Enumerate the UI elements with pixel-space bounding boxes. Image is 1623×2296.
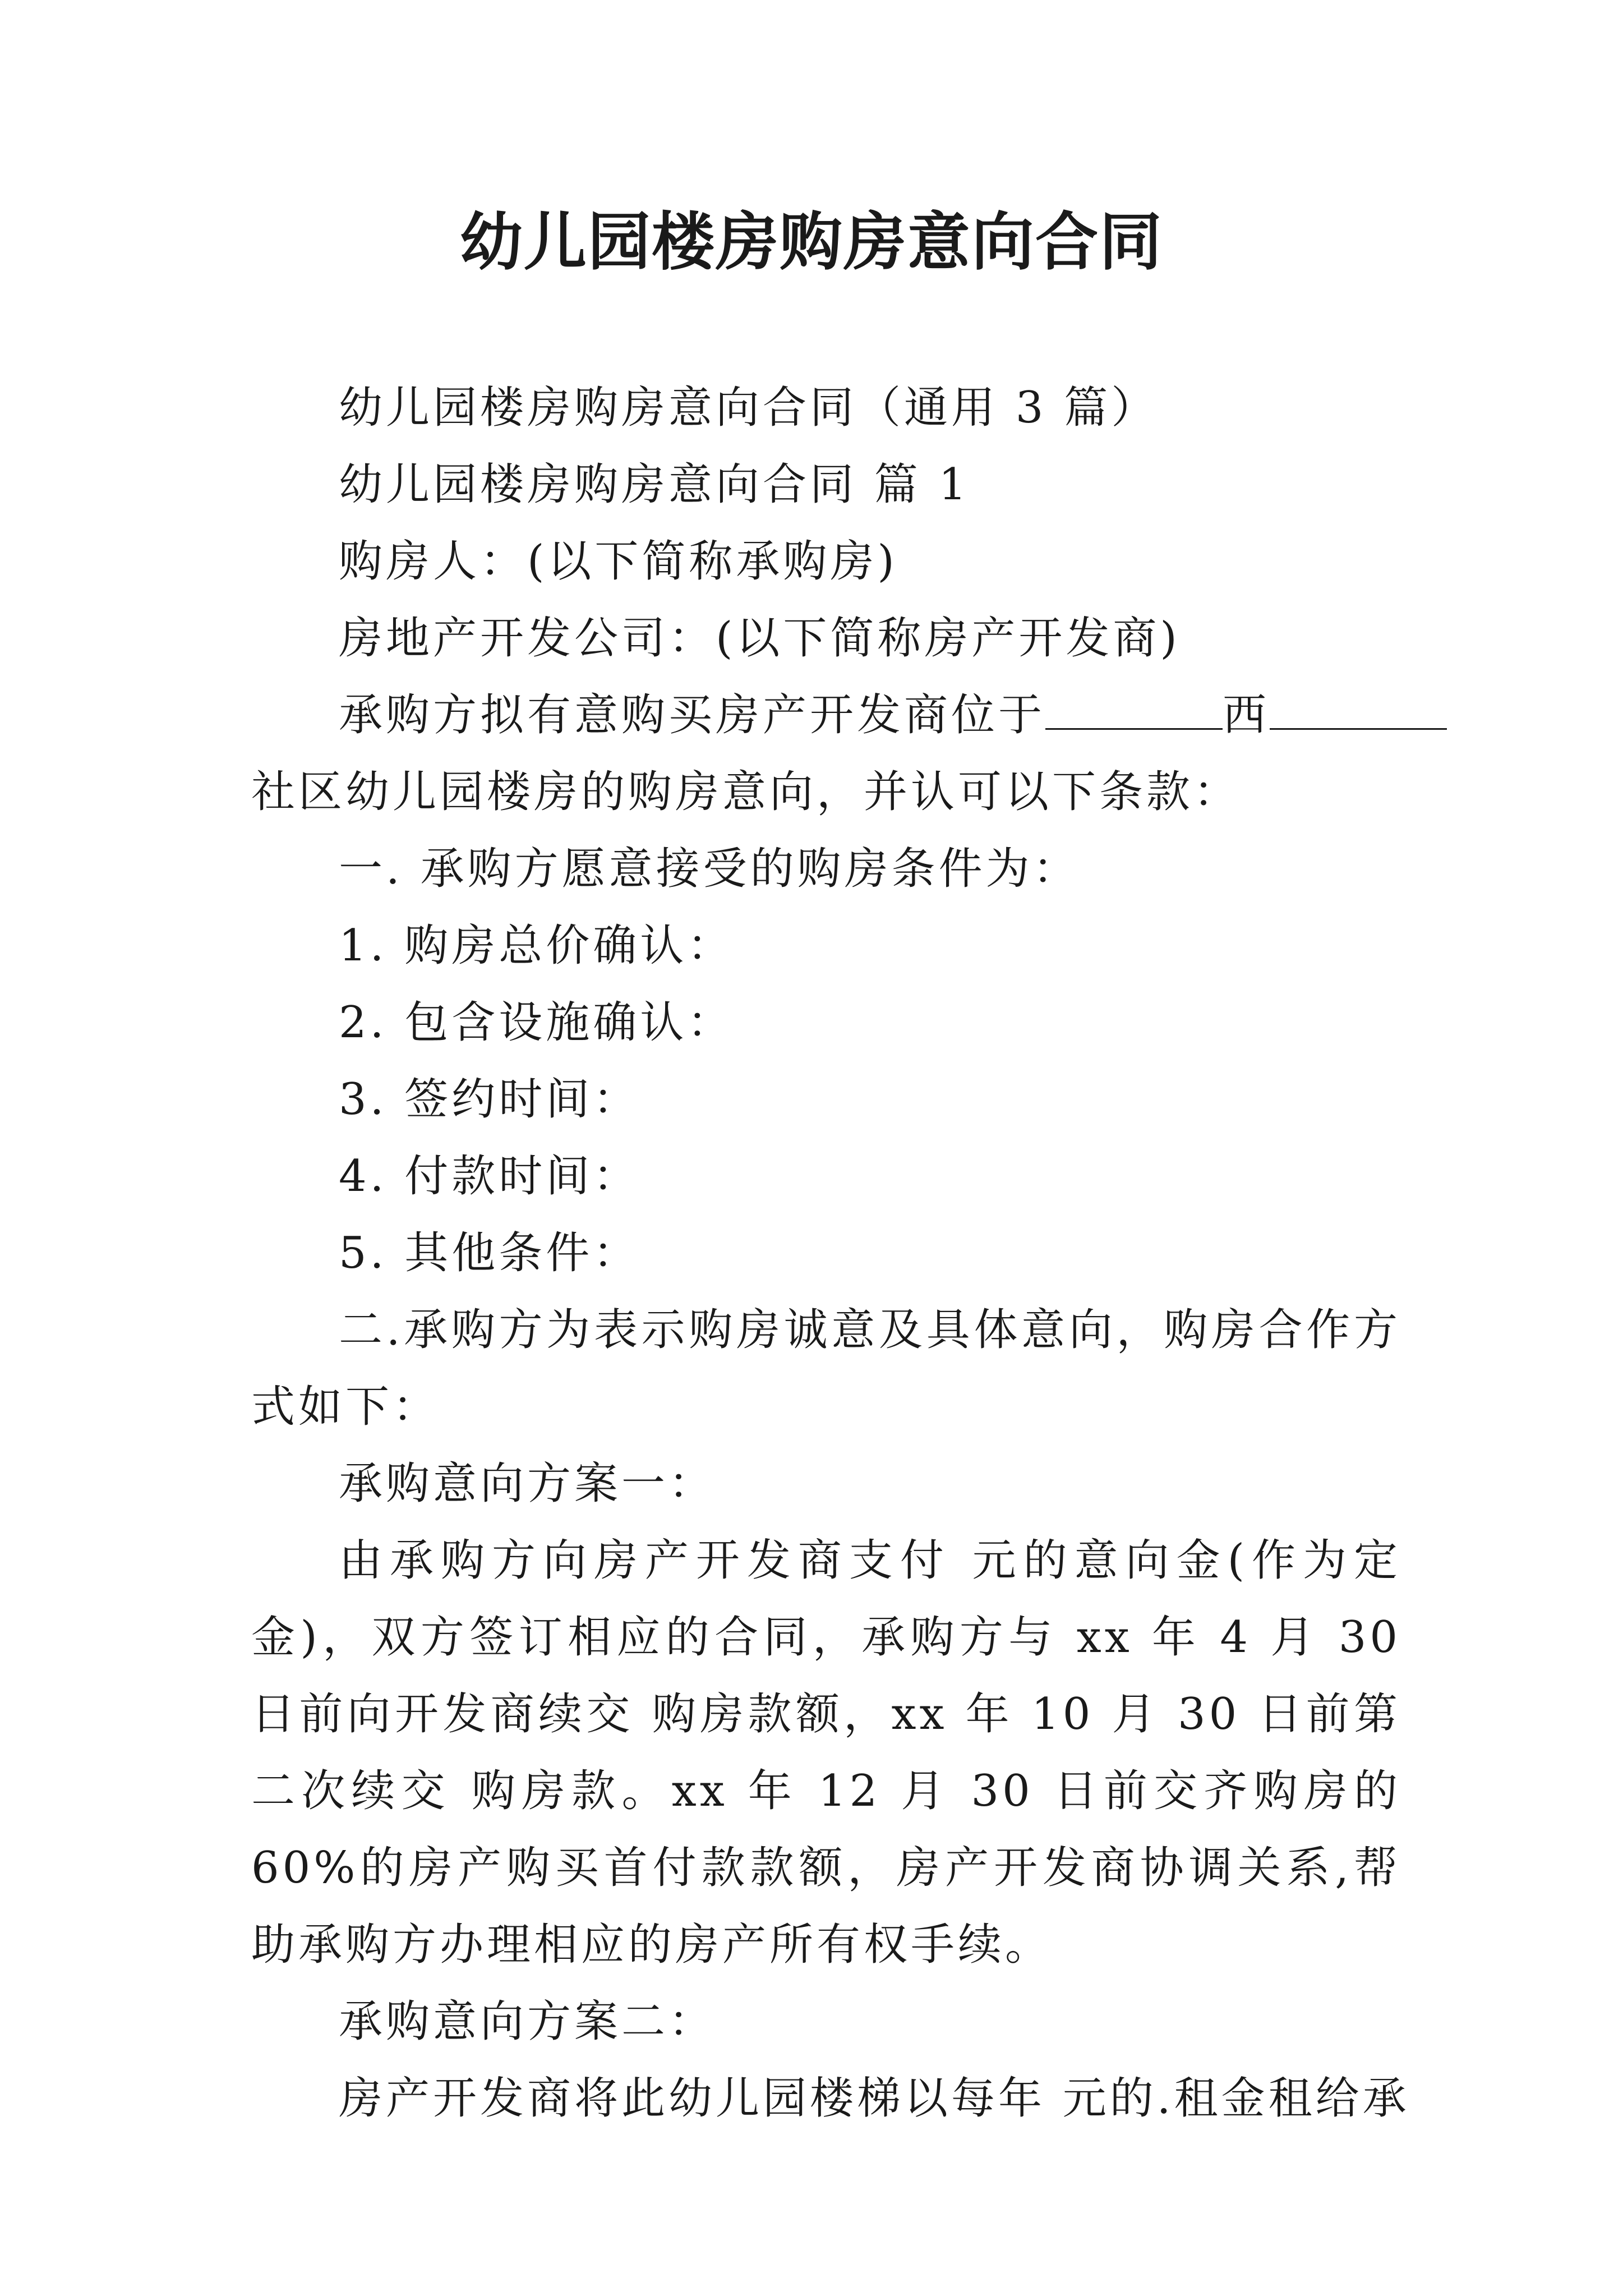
buyer-line: 购房人：(以下简称承购房) — [339, 536, 898, 587]
plan-one-text: 由承购方向房产开发商支付 元的意向金(作为定金)，双方签订相应的合同，承购方与 xx 年 4 月 30 日前向开发商续交 购房款额，xx 年 10 月 30 日前第二次续交 购房款。xx 年 12 月 30 日前交齐购房的 60%的房产购买首付款款额，房产开发商协调关系,帮助承购方办理相应的房产所有权手续。 — [251, 1535, 1401, 1970]
plan-two-text: 房产开发商将此幼儿园楼梯以每年 元的.租金租给承 — [339, 2073, 1410, 2124]
clause-two: 二.承购方为表示购房诚意及具体意向，购房合作方式如下： — [251, 1305, 1401, 1432]
plan-two-title: 承购意向方案二： — [339, 1996, 716, 2047]
section-heading: 幼儿园楼房购房意向合同 篇 1 — [339, 459, 970, 510]
condition-item: 1. 购房总价确认： — [339, 921, 735, 971]
condition-item: 3. 签约时间： — [339, 1074, 640, 1125]
document-subtitle: 幼儿园楼房购房意向合同（通用 3 篇） — [339, 383, 1159, 433]
plan-one-title: 承购意向方案一： — [339, 1458, 716, 1509]
condition-item: 5. 其他条件： — [339, 1228, 640, 1278]
document-title: 幼儿园楼房购房意向合同 — [460, 205, 1163, 279]
document-body — [251, 370, 1410, 2137]
location-blank-1 — [1045, 689, 1223, 730]
intent-suffix: 社区幼儿园楼房的购房意向，并认可以下条款： — [251, 767, 1241, 817]
developer-line: 房地产开发公司：(以下简称房产开发商) — [339, 613, 1181, 664]
location-blank-2 — [1270, 689, 1447, 730]
intent-mid: 西 — [1223, 690, 1270, 740]
intent-prefix: 承购方拟有意购买房产开发商位于 — [339, 690, 1046, 740]
clause-one: 一. 承购方愿意接受的购房条件为： — [339, 844, 1080, 894]
condition-item: 4. 付款时间： — [339, 1151, 640, 1202]
condition-item: 2. 包含设施确认： — [339, 997, 735, 1048]
intent-line — [251, 677, 1401, 754]
